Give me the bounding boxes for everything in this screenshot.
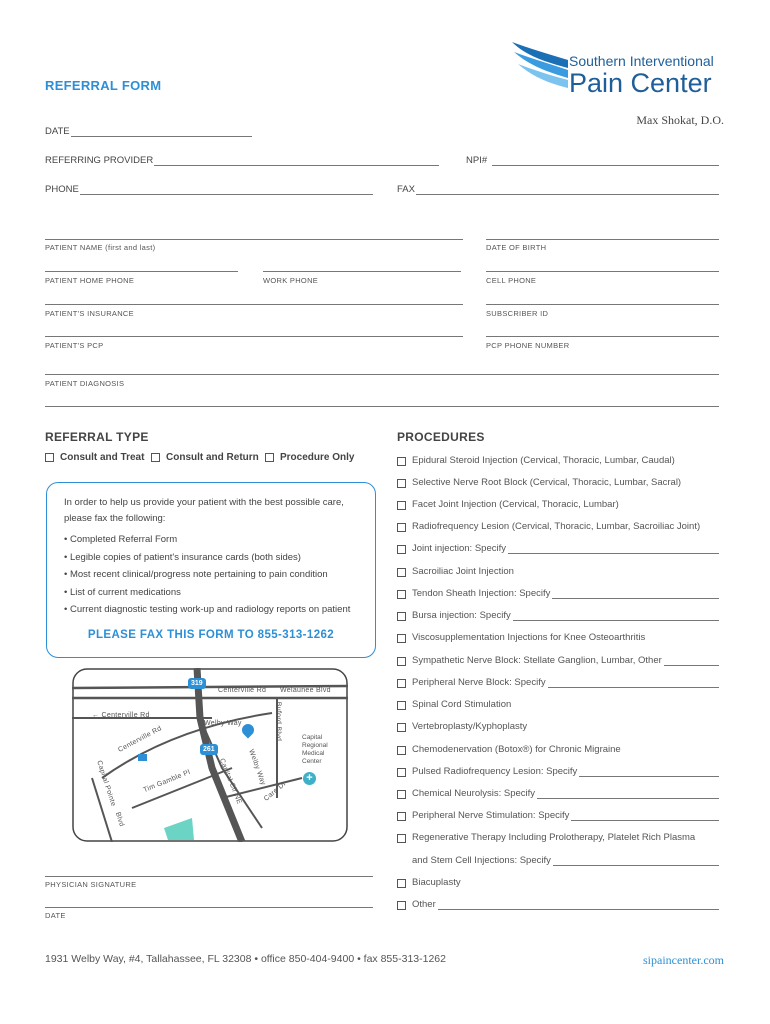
checkbox[interactable] xyxy=(397,457,406,466)
diagnosis-line-2[interactable] xyxy=(45,406,719,407)
brand-logo xyxy=(508,40,723,98)
buford-blvd-label: Buford Blvd xyxy=(274,701,282,742)
intro-line-2: please fax the following: xyxy=(64,513,166,524)
welby-way-diag-label: Welby Way xyxy=(247,748,267,787)
procedure-label: Radiofrequency Lesion (Cervical, Thoracic, Lumbar, Sacroiliac Joint) xyxy=(412,521,701,532)
consult-treat-option[interactable]: Consult and Treat xyxy=(45,452,144,463)
procedure-item[interactable] xyxy=(397,652,719,666)
checkbox[interactable] xyxy=(151,453,160,462)
dob-line[interactable] xyxy=(486,239,719,240)
business-icon xyxy=(138,754,147,761)
checkbox[interactable] xyxy=(397,746,406,755)
pcp-line[interactable] xyxy=(45,336,463,337)
specify-line[interactable] xyxy=(438,899,719,910)
dob-label: DATE OF BIRTH xyxy=(486,243,547,252)
specify-line[interactable] xyxy=(664,655,719,666)
checkbox[interactable] xyxy=(397,657,406,666)
sig-date-line[interactable] xyxy=(45,907,373,908)
patient-name-label: PATIENT NAME (first and last) xyxy=(45,243,156,252)
checkbox[interactable] xyxy=(397,834,406,843)
work-phone-label: WORK PHONE xyxy=(263,276,319,285)
centerville-rd-diag-label: Centerville Rd xyxy=(117,725,163,754)
capital-cir-label: Capital Cir NE xyxy=(217,757,243,806)
patient-name-line[interactable] xyxy=(45,239,463,240)
specify-line[interactable] xyxy=(553,855,719,866)
welby-way-label: Welby Way xyxy=(204,720,242,727)
doctor-name: Max Shokat, D.O. xyxy=(636,113,724,127)
phone-field[interactable]: PHONE xyxy=(45,184,373,195)
procedure-item[interactable] xyxy=(397,540,719,554)
specify-line[interactable] xyxy=(548,677,719,688)
welaunee-blvd-label: Welaunee Blvd xyxy=(280,687,331,694)
brand-line1: Southern Interventional xyxy=(569,53,714,69)
procedure-item[interactable] xyxy=(397,696,719,710)
procedure-label: Joint injection: Specify xyxy=(412,543,506,554)
checkbox[interactable] xyxy=(45,453,54,462)
brand-line2: Pain Center xyxy=(569,68,712,98)
diagnosis-line[interactable] xyxy=(45,374,719,375)
checkbox[interactable] xyxy=(397,634,406,643)
signature-line[interactable] xyxy=(45,876,373,877)
referring-provider-field[interactable]: REFERRING PROVIDER xyxy=(45,155,439,166)
regen-therapy-continuation[interactable] xyxy=(397,852,719,866)
procedure-item[interactable] xyxy=(397,807,719,821)
checkbox[interactable] xyxy=(265,453,274,462)
checkbox[interactable] xyxy=(397,790,406,799)
checkbox[interactable] xyxy=(397,812,406,821)
signature-label: PHYSICIAN SIGNATURE xyxy=(45,880,137,889)
procedure-label: Other xyxy=(412,899,436,910)
bullet-item: • Legible copies of patient's insurance cards (both sides) xyxy=(64,551,301,563)
procedure-label: Sacroiliac Joint Injection xyxy=(412,566,514,577)
form-title: REFERRAL FORM xyxy=(45,78,162,93)
tim-gamble-label: Tim Gamble Pl xyxy=(142,768,192,795)
checkbox[interactable] xyxy=(397,612,406,621)
footer-website[interactable]: sipaincenter.com xyxy=(643,953,724,967)
checkbox[interactable] xyxy=(397,879,406,888)
insurance-line[interactable] xyxy=(45,304,463,305)
checkbox[interactable] xyxy=(397,723,406,732)
bullet-item: • Current diagnostic testing work-up and radiology reports on patient xyxy=(64,604,351,615)
wing-logo-icon xyxy=(508,40,570,98)
procedure-label: Biacuplasty xyxy=(412,877,461,888)
procedure-label: Peripheral Nerve Stimulation: Specify xyxy=(412,810,570,821)
procedure-label: Facet Joint Injection (Cervical, Thoracic, Lumbar) xyxy=(412,499,619,510)
centerville-rd-left-label: ← Centerville Rd xyxy=(92,712,150,719)
procedure-item[interactable] xyxy=(397,674,719,688)
referral-type-heading: REFERRAL TYPE xyxy=(45,430,149,444)
procedure-label: Regenerative Therapy Including Prolotherapy, Platelet Rich Plasma xyxy=(412,832,696,843)
sig-date-label: DATE xyxy=(45,911,66,920)
procedure-item[interactable] xyxy=(397,518,719,532)
home-phone-label: PATIENT HOME PHONE xyxy=(45,276,135,285)
pcp-phone-label: PCP PHONE NUMBER xyxy=(486,341,570,350)
procedure-only-option[interactable]: Procedure Only xyxy=(265,452,354,463)
procedure-label: Spinal Cord Stimulation xyxy=(412,699,512,710)
specify-line[interactable] xyxy=(579,766,719,777)
subscriber-label: SUBSCRIBER ID xyxy=(486,309,549,318)
specify-line[interactable] xyxy=(508,543,719,554)
hospital-name: Capital Regional Medical Center xyxy=(302,734,328,765)
procedure-label: Pulsed Radiofrequency Lesion: Specify xyxy=(412,766,578,777)
bullet-item: • Completed Referral Form xyxy=(64,534,178,545)
checkbox[interactable] xyxy=(397,679,406,688)
fax-instructions-box xyxy=(46,482,376,658)
checkbox[interactable] xyxy=(397,479,406,488)
specify-line[interactable] xyxy=(552,588,719,599)
procedure-label: Chemical Neurolysis: Specify xyxy=(412,788,536,799)
procedure-item[interactable] xyxy=(397,741,719,755)
procedure-label: and Stem Cell Injections: Specify xyxy=(412,855,551,866)
checkbox[interactable] xyxy=(397,590,406,599)
specify-line[interactable] xyxy=(571,810,719,821)
blvd-label: Blvd xyxy=(113,811,126,828)
work-phone-line[interactable] xyxy=(263,271,461,272)
care-dr-label: Care Dr xyxy=(262,780,288,803)
procedure-item[interactable] xyxy=(397,563,719,577)
procedures-heading: PROCEDURES xyxy=(397,430,485,444)
checkbox[interactable] xyxy=(397,701,406,710)
fax-field[interactable]: FAX xyxy=(397,184,719,195)
procedure-label: Tendon Sheath Injection: Specify xyxy=(412,588,551,599)
procedure-item[interactable] xyxy=(397,874,719,888)
subscriber-line[interactable] xyxy=(486,304,719,305)
checkbox[interactable] xyxy=(397,501,406,510)
route-319-badge: 319 xyxy=(188,678,206,689)
checkbox[interactable] xyxy=(397,901,406,910)
checkbox[interactable] xyxy=(397,523,406,532)
procedure-label: Peripheral Nerve Block: Specify xyxy=(412,677,546,688)
procedure-item[interactable] xyxy=(397,629,719,643)
procedure-label: Selective Nerve Root Block (Cervical, Thoracic, Lumbar, Sacral) xyxy=(412,477,682,488)
procedure-item[interactable] xyxy=(397,718,719,732)
checkbox[interactable] xyxy=(397,545,406,554)
procedure-item[interactable] xyxy=(397,763,719,777)
bullet-item: • Most recent clinical/progress note pertaining to pain condition xyxy=(64,569,328,580)
intro-line-1: In order to help us provide your patient with the best possible care, xyxy=(64,497,344,508)
specify-line[interactable] xyxy=(537,788,719,799)
insurance-label: PATIENT'S INSURANCE xyxy=(45,309,134,318)
cell-phone-label: CELL PHONE xyxy=(486,276,537,285)
pcp-phone-line[interactable] xyxy=(486,336,719,337)
route-261-badge: 261 xyxy=(200,744,218,755)
procedure-item[interactable] xyxy=(397,785,719,799)
procedure-item[interactable] xyxy=(397,829,719,843)
pcp-label: PATIENT'S PCP xyxy=(45,341,104,350)
bullet-item: • List of current medications xyxy=(64,586,181,598)
hospital-icon: + xyxy=(303,772,316,785)
home-phone-line[interactable] xyxy=(45,271,238,272)
fax-callout: PLEASE FAX THIS FORM TO 855-313-1262 xyxy=(87,629,335,641)
procedure-label: Vertebroplasty/Kyphoplasty xyxy=(412,721,528,732)
centerville-rd-label: Centerville Rd xyxy=(218,687,267,694)
date-field[interactable]: DATE xyxy=(45,126,252,137)
procedure-item[interactable] xyxy=(397,496,719,510)
cell-phone-line[interactable] xyxy=(486,271,719,272)
diagnosis-label: PATIENT DIAGNOSIS xyxy=(45,379,125,388)
procedure-label: Chemodenervation (Botox®) for Chronic Migraine xyxy=(412,744,621,755)
procedure-item[interactable] xyxy=(397,896,719,910)
consult-return-option[interactable]: Consult and Return xyxy=(151,452,259,463)
capital-pointe-label: Capital Pointe xyxy=(95,759,117,808)
location-map xyxy=(72,668,348,842)
procedure-label: Epidural Steroid Injection (Cervical, Thoracic, Lumbar, Caudal) xyxy=(412,455,675,466)
specify-line[interactable] xyxy=(513,610,719,621)
checkbox[interactable] xyxy=(397,568,406,577)
procedure-label: Viscosupplementation Injections for Knee Osteoarthritis xyxy=(412,632,646,643)
procedure-item[interactable] xyxy=(397,452,719,466)
checkbox[interactable] xyxy=(397,768,406,777)
procedure-item[interactable] xyxy=(397,607,719,621)
procedure-item[interactable] xyxy=(397,474,719,488)
npi-field[interactable]: NPI# xyxy=(466,155,719,166)
procedure-item[interactable] xyxy=(397,585,719,599)
procedure-label: Sympathetic Nerve Block: Stellate Ganglion, Lumbar, Other xyxy=(412,655,662,666)
footer-address: 1931 Welby Way, #4, Tallahassee, FL 32308 • office 850-404-9400 • fax 855-313-1262 xyxy=(45,953,446,965)
procedure-label: Bursa injection: Specify xyxy=(412,610,511,621)
